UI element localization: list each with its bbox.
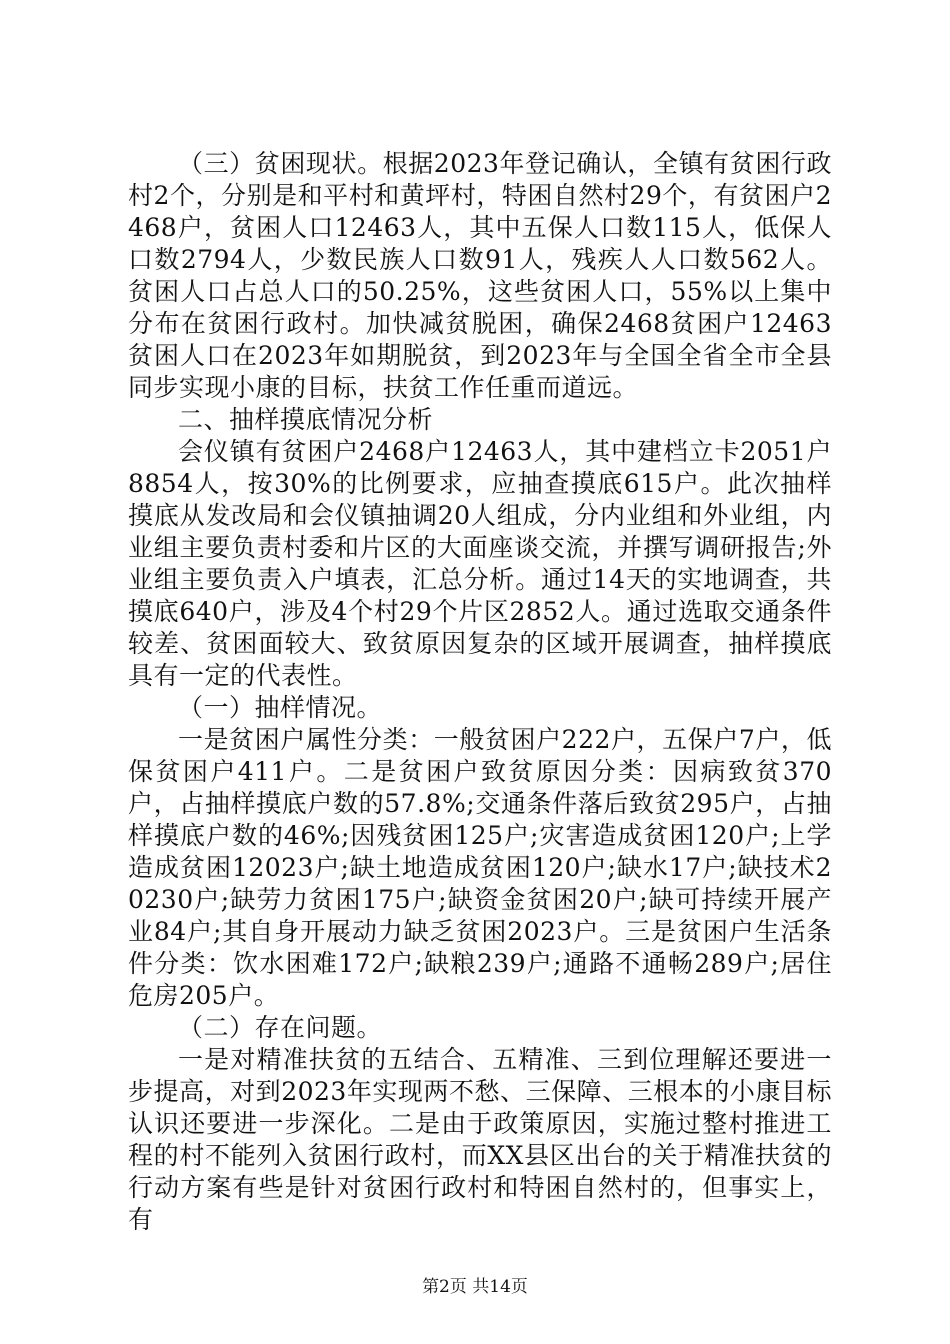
subsection-heading-sampling-situation: （一）抽样情况。 [178,693,383,722]
page-footer: 第2页 共14页 [422,1277,528,1297]
document-body [128,148,832,1236]
paragraph-poverty-status: （三）贫困现状。根据2023年登记确认，全镇有贫困行政村2个，分别是和平村和黄坪村，特困自然村29个，有贫困户2468户，贫困人口12463人，其中五保人口数115人，低保人口数2794人，少数民族人口数91人，残疾人人口数562人。贫困人口占总人口的50.25%，这些贫困人口，55%以上集中分布在贫困行政村。加快减贫脱困，确保2468贫困户12463贫困人口在2023年如期脱贫，到2023年与全国全省全市全县同步实现小康的目标，扶贫工作任重而道远。 [128,149,832,402]
section-heading-sampling-analysis: 二、抽样摸底情况分析 [178,405,434,434]
paragraph-sampling-overview: 会仪镇有贫困户2468户12463人，其中建档立卡2051户8854人，按30%的比例要求，应抽查摸底615户。此次抽样摸底从发改局和会仪镇抽调20人组成，分内业组和外业组，内业组主要负责村委和片区的大面座谈交流，并撰写调研报告;外业组主要负责入户填表，汇总分析。通过14天的实地调查，共摸底640户，涉及4个村29个片区2852人。通过选取交通条件较差、贫困面较大、致贫原因复杂的区域开展调查，抽样摸底具有一定的代表性。 [128,437,832,690]
paragraph-existing-problems: 一是对精准扶贫的五结合、五精准、三到位理解还要进一步提高，对到2023年实现两不愁、三保障、三根本的小康目标认识还要进一步深化。二是由于政策原因，实施过整村推进工程的村不能列入贫困行政村，而XX县区出台的关于精准扶贫的行动方案有些是针对贫困行政村和特困自然村的，但事实上，有 [128,1045,832,1234]
paragraph-sampling-details: 一是贫困户属性分类：一般贫困户222户，五保户7户，低保贫困户411户。二是贫困户致贫原因分类：因病致贫370户，占抽样摸底户数的57.8%;交通条件落后致贫295户，占抽样摸底户数的46%;因残贫困125户;灾害造成贫困120户;上学造成贫困12023户;缺土地造成贫困120户;缺水17户;缺技术20230户;缺劳力贫困175户;缺资金贫困20户;缺可持续开展产业84户;其自身开展动力缺乏贫困2023户。三是贫困户生活条件分类：饮水困难172户;缺粮239户;通路不通畅289户;居住危房205户。 [128,725,832,1010]
subsection-heading-existing-problems: （二）存在问题。 [178,1013,383,1042]
